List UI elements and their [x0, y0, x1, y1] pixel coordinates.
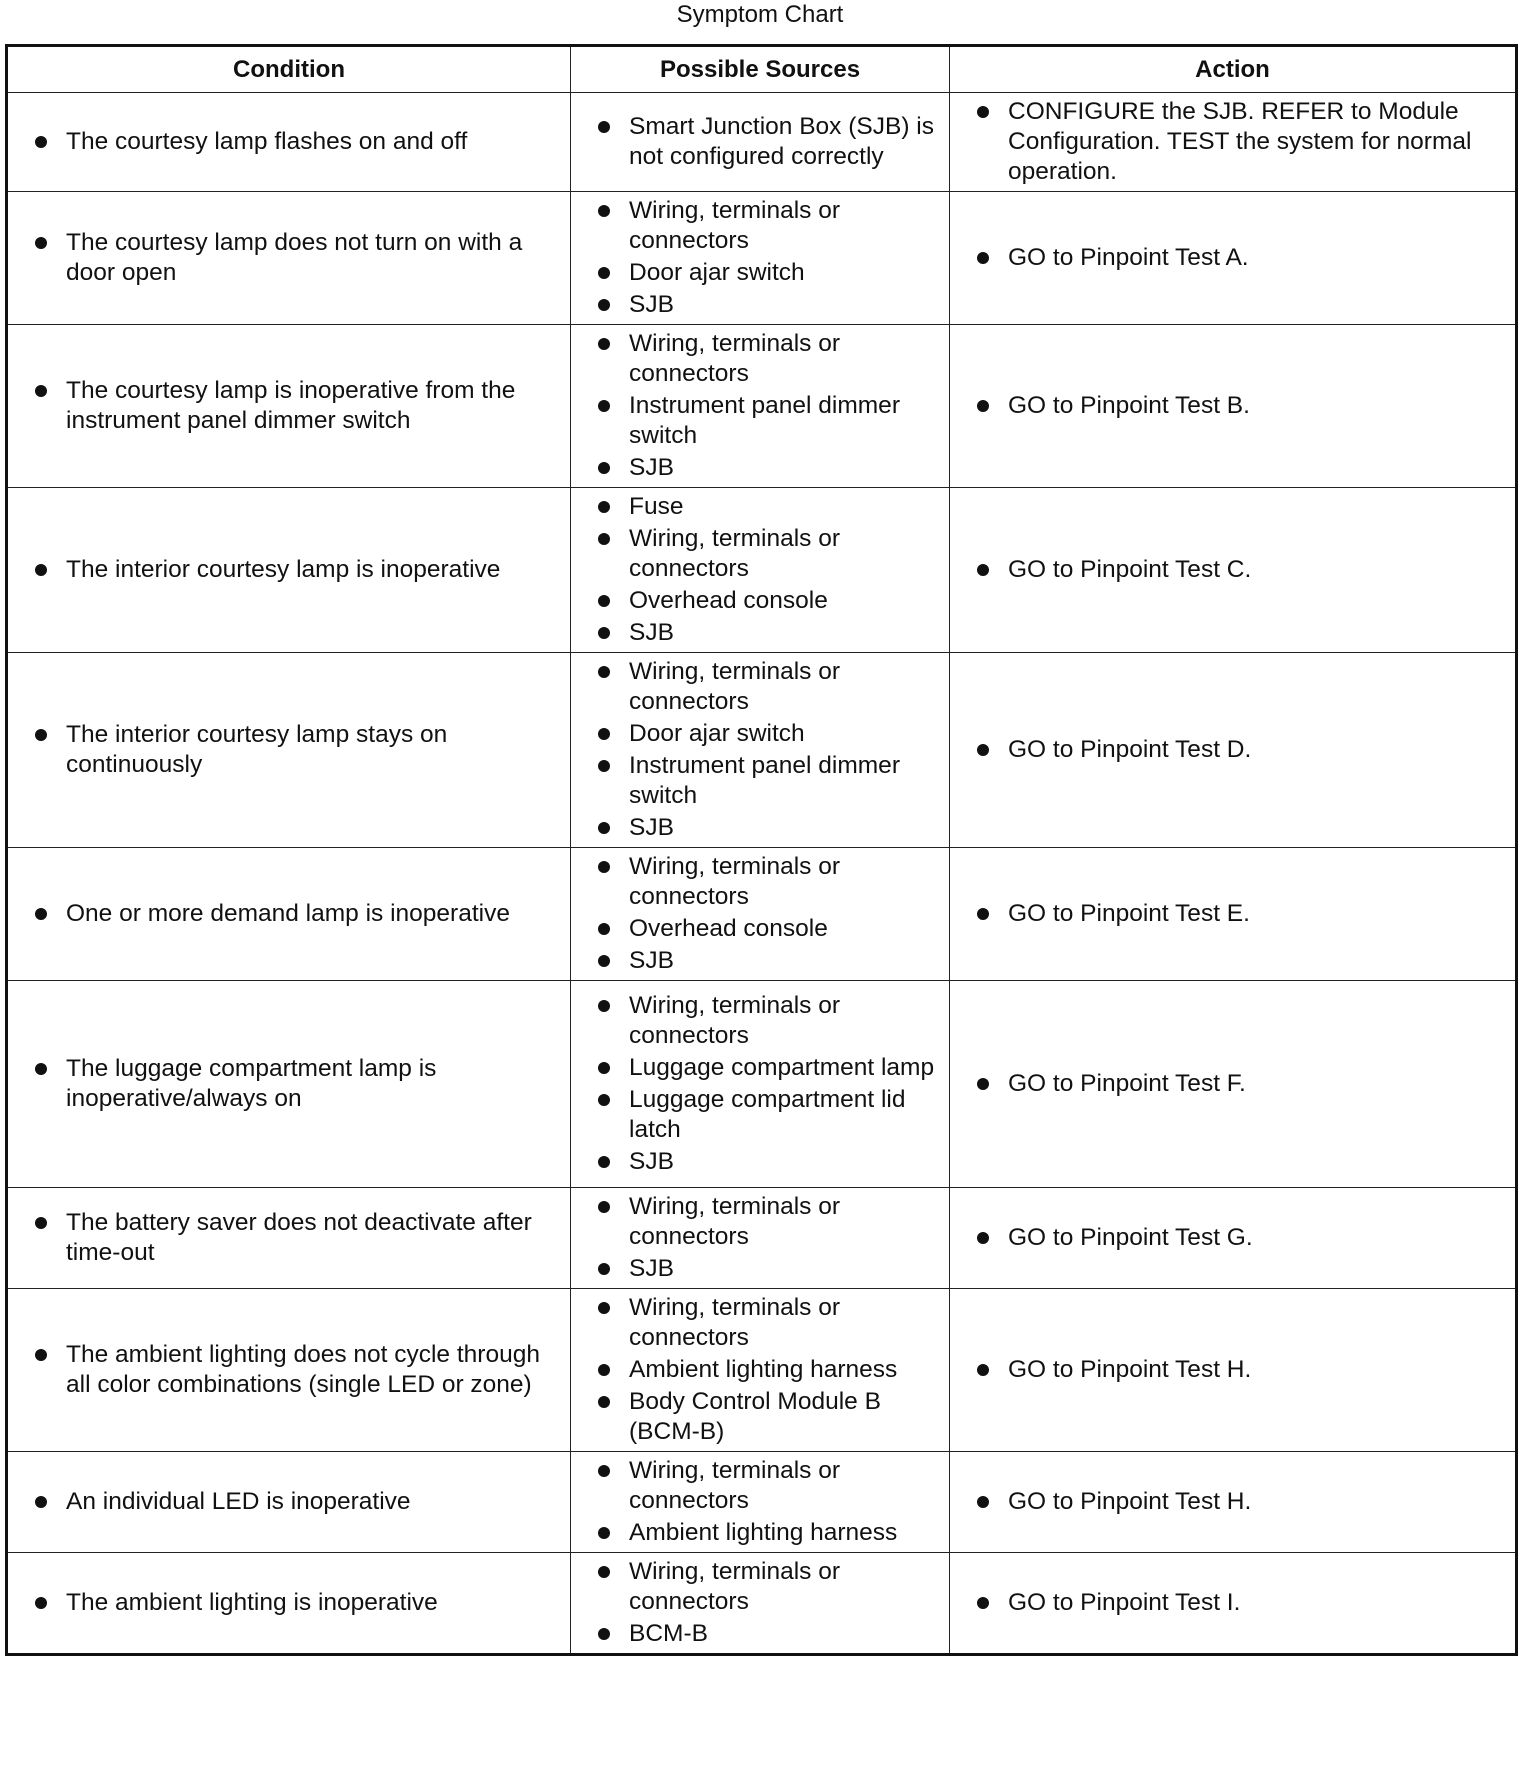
bullet-icon	[35, 1496, 47, 1508]
condition-cell	[7, 1289, 571, 1452]
bullet-icon	[598, 822, 610, 834]
table-row	[7, 488, 1517, 653]
bullet-icon	[598, 1201, 610, 1213]
bullet-icon	[598, 1302, 610, 1314]
bullet-item	[595, 1293, 943, 1353]
bullet-item	[595, 1619, 943, 1649]
bullet-item	[595, 1254, 943, 1284]
bullet-icon	[35, 729, 47, 741]
bullet-item	[595, 852, 943, 912]
bullet-item	[595, 751, 943, 811]
bullet-item	[974, 1069, 1509, 1099]
condition-cell	[7, 1188, 571, 1289]
header-condition: Condition	[7, 46, 571, 93]
bullet-item	[595, 657, 943, 717]
bullet-text: SJB	[629, 1148, 674, 1175]
condition-cell	[7, 192, 571, 325]
bullet-text: Luggage compartment lid latch	[629, 1086, 906, 1143]
bullet-text: Wiring, terminals or connectors	[629, 197, 841, 254]
bullet-text: GO to Pinpoint Test E.	[1008, 900, 1250, 927]
action-cell	[950, 848, 1517, 981]
bullet-item	[595, 1053, 943, 1083]
bullet-icon	[977, 1232, 989, 1244]
bullet-text: GO to Pinpoint Test F.	[1008, 1070, 1246, 1097]
table-row	[7, 93, 1517, 192]
bullet-icon	[598, 205, 610, 217]
table-row	[7, 325, 1517, 488]
bullet-item	[595, 586, 943, 616]
bullet-item	[32, 1340, 564, 1400]
bullet-item	[974, 555, 1509, 585]
bullet-icon	[35, 1349, 47, 1361]
action-cell	[950, 1188, 1517, 1289]
bullet-icon	[35, 237, 47, 249]
bullet-text: Smart Junction Box (SJB) is not configured correctly	[629, 113, 934, 170]
bullet-icon	[598, 728, 610, 740]
table-row	[7, 1289, 1517, 1452]
action-cell	[950, 325, 1517, 488]
bullet-item	[595, 391, 943, 451]
bullet-icon	[598, 267, 610, 279]
bullet-text: Wiring, terminals or connectors	[629, 992, 841, 1049]
bullet-text: Door ajar switch	[629, 720, 805, 747]
bullet-item	[595, 1147, 943, 1177]
bullet-item	[32, 555, 564, 585]
bullet-item	[32, 1208, 564, 1268]
bullet-text: An individual LED is inoperative	[66, 1488, 411, 1515]
action-cell	[950, 488, 1517, 653]
possible-sources-cell	[571, 1452, 950, 1553]
possible-sources-cell	[571, 981, 950, 1188]
action-cell	[950, 192, 1517, 325]
bullet-icon	[598, 1628, 610, 1640]
action-cell	[950, 981, 1517, 1188]
bullet-icon	[977, 106, 989, 118]
bullet-text: Instrument panel dimmer switch	[629, 752, 900, 809]
bullet-text: Wiring, terminals or connectors	[629, 1558, 841, 1615]
bullet-text: The courtesy lamp does not turn on with a door open	[66, 229, 523, 286]
bullet-item	[595, 329, 943, 389]
bullet-text: CONFIGURE the SJB. REFER to Module Configuration. TEST the system for normal operation.	[1008, 98, 1472, 185]
bullet-text: GO to Pinpoint Test I.	[1008, 1589, 1241, 1616]
bullet-item	[595, 1387, 943, 1447]
bullet-text: GO to Pinpoint Test A.	[1008, 244, 1249, 271]
bullet-item	[595, 813, 943, 843]
bullet-item	[595, 1085, 943, 1145]
bullet-icon	[598, 1000, 610, 1012]
bullet-text: Overhead console	[629, 587, 828, 614]
bullet-icon	[598, 501, 610, 513]
bullet-icon	[598, 1527, 610, 1539]
bullet-text: GO to Pinpoint Test G.	[1008, 1224, 1253, 1251]
bullet-icon	[977, 564, 989, 576]
possible-sources-cell	[571, 848, 950, 981]
bullet-item	[595, 1557, 943, 1617]
possible-sources-cell	[571, 93, 950, 192]
table-row	[7, 1188, 1517, 1289]
bullet-icon	[977, 1078, 989, 1090]
bullet-icon	[977, 252, 989, 264]
bullet-item	[595, 1456, 943, 1516]
bullet-icon	[598, 1566, 610, 1578]
bullet-item	[595, 946, 943, 976]
bullet-text: Door ajar switch	[629, 259, 805, 286]
bullet-item	[595, 290, 943, 320]
bullet-icon	[977, 908, 989, 920]
bullet-text: Ambient lighting harness	[629, 1356, 898, 1383]
bullet-text: The ambient lighting is inoperative	[66, 1589, 438, 1616]
bullet-item	[974, 97, 1509, 187]
action-cell	[950, 93, 1517, 192]
table-row	[7, 653, 1517, 848]
bullet-icon	[35, 1063, 47, 1075]
header-possible-sources: Possible Sources	[571, 46, 950, 93]
table-row	[7, 1452, 1517, 1553]
possible-sources-cell	[571, 1553, 950, 1655]
possible-sources-cell	[571, 1289, 950, 1452]
bullet-icon	[598, 1364, 610, 1376]
bullet-text: The interior courtesy lamp is inoperative	[66, 556, 501, 583]
bullet-item	[32, 127, 564, 157]
condition-cell	[7, 325, 571, 488]
bullet-text: Wiring, terminals or connectors	[629, 1457, 841, 1514]
bullet-icon	[35, 908, 47, 920]
bullet-text: GO to Pinpoint Test B.	[1008, 392, 1250, 419]
condition-cell	[7, 653, 571, 848]
bullet-item	[974, 899, 1509, 929]
bullet-item	[32, 1054, 564, 1114]
symptom-table	[5, 44, 1518, 1656]
bullet-icon	[598, 1396, 610, 1408]
table-row	[7, 848, 1517, 981]
bullet-item	[595, 492, 943, 522]
bullet-item	[974, 735, 1509, 765]
bullet-icon	[598, 338, 610, 350]
bullet-text: Body Control Module B (BCM-B)	[629, 1388, 881, 1445]
bullet-text: The ambient lighting does not cycle through all color combinations (single LED or zone)	[66, 1341, 540, 1398]
bullet-text: The luggage compartment lamp is inoperative/always on	[66, 1055, 437, 1112]
bullet-text: Ambient lighting harness	[629, 1519, 898, 1546]
possible-sources-cell	[571, 192, 950, 325]
bullet-icon	[598, 923, 610, 935]
bullet-icon	[598, 400, 610, 412]
bullet-item	[974, 391, 1509, 421]
bullet-item	[32, 1588, 564, 1618]
condition-cell	[7, 93, 571, 192]
bullet-item	[32, 1487, 564, 1517]
bullet-text: SJB	[629, 947, 674, 974]
possible-sources-cell	[571, 488, 950, 653]
bullet-text: The interior courtesy lamp stays on continuously	[66, 721, 448, 778]
bullet-icon	[598, 1465, 610, 1477]
bullet-item	[595, 258, 943, 288]
bullet-icon	[35, 1217, 47, 1229]
bullet-icon	[598, 861, 610, 873]
chart-title: Symptom Chart	[676, 1, 844, 28]
action-cell	[950, 1553, 1517, 1655]
bullet-icon	[598, 1062, 610, 1074]
bullet-item	[32, 720, 564, 780]
bullet-item	[595, 112, 943, 172]
action-cell	[950, 1289, 1517, 1452]
bullet-item	[595, 719, 943, 749]
bullet-icon	[598, 1094, 610, 1106]
header-action: Action	[950, 46, 1517, 93]
bullet-icon	[35, 136, 47, 148]
bullet-item	[595, 914, 943, 944]
bullet-text: Wiring, terminals or connectors	[629, 330, 841, 387]
bullet-icon	[598, 760, 610, 772]
bullet-text: Overhead console	[629, 915, 828, 942]
bullet-icon	[977, 744, 989, 756]
bullet-item	[595, 453, 943, 483]
header-row	[7, 46, 1517, 93]
bullet-text: GO to Pinpoint Test C.	[1008, 556, 1252, 583]
condition-cell	[7, 848, 571, 981]
bullet-icon	[35, 1597, 47, 1609]
bullet-item	[32, 376, 564, 436]
bullet-text: SJB	[629, 291, 674, 318]
bullet-item	[974, 1223, 1509, 1253]
bullet-text: GO to Pinpoint Test H.	[1008, 1488, 1252, 1515]
bullet-text: SJB	[629, 619, 674, 646]
bullet-text: The courtesy lamp flashes on and off	[66, 128, 468, 155]
bullet-item	[974, 1588, 1509, 1618]
bullet-text: Wiring, terminals or connectors	[629, 658, 841, 715]
condition-cell	[7, 488, 571, 653]
bullet-icon	[598, 1263, 610, 1275]
bullet-icon	[977, 1364, 989, 1376]
possible-sources-cell	[571, 325, 950, 488]
bullet-text: Wiring, terminals or connectors	[629, 1193, 841, 1250]
bullet-text: SJB	[629, 1255, 674, 1282]
bullet-icon	[598, 595, 610, 607]
table-row	[7, 981, 1517, 1188]
bullet-text: GO to Pinpoint Test H.	[1008, 1356, 1252, 1383]
bullet-icon	[598, 121, 610, 133]
bullet-icon	[598, 462, 610, 474]
bullet-icon	[598, 533, 610, 545]
bullet-item	[595, 991, 943, 1051]
condition-cell	[7, 1553, 571, 1655]
bullet-icon	[598, 627, 610, 639]
bullet-icon	[598, 666, 610, 678]
bullet-item	[595, 1355, 943, 1385]
possible-sources-cell	[571, 653, 950, 848]
bullet-text: SJB	[629, 814, 674, 841]
bullet-text: GO to Pinpoint Test D.	[1008, 736, 1252, 763]
bullet-text: Wiring, terminals or connectors	[629, 853, 841, 910]
table-row	[7, 192, 1517, 325]
bullet-text: Instrument panel dimmer switch	[629, 392, 900, 449]
bullet-icon	[35, 385, 47, 397]
bullet-text: Fuse	[629, 493, 684, 520]
action-cell	[950, 1452, 1517, 1553]
action-cell	[950, 653, 1517, 848]
bullet-icon	[598, 1156, 610, 1168]
bullet-text: Wiring, terminals or connectors	[629, 525, 841, 582]
bullet-icon	[598, 955, 610, 967]
condition-cell	[7, 1452, 571, 1553]
bullet-text: BCM-B	[629, 1620, 708, 1647]
bullet-text: Luggage compartment lamp	[629, 1054, 935, 1081]
bullet-text: SJB	[629, 454, 674, 481]
bullet-text: The courtesy lamp is inoperative from the instrument panel dimmer switch	[66, 377, 516, 434]
bullet-item	[595, 618, 943, 648]
bullet-icon	[35, 564, 47, 576]
condition-cell	[7, 981, 571, 1188]
bullet-item	[32, 899, 564, 929]
bullet-item	[595, 524, 943, 584]
bullet-text: The battery saver does not deactivate after time-out	[66, 1209, 532, 1266]
bullet-icon	[598, 299, 610, 311]
bullet-item	[595, 1518, 943, 1548]
bullet-icon	[977, 400, 989, 412]
bullet-icon	[977, 1496, 989, 1508]
possible-sources-cell	[571, 1188, 950, 1289]
bullet-item	[974, 243, 1509, 273]
bullet-text: Wiring, terminals or connectors	[629, 1294, 841, 1351]
bullet-item	[595, 196, 943, 256]
bullet-item	[595, 1192, 943, 1252]
bullet-icon	[977, 1597, 989, 1609]
bullet-text: One or more demand lamp is inoperative	[66, 900, 510, 927]
table-row	[7, 1553, 1517, 1655]
bullet-item	[32, 228, 564, 288]
bullet-item	[974, 1487, 1509, 1517]
bullet-item	[974, 1355, 1509, 1385]
